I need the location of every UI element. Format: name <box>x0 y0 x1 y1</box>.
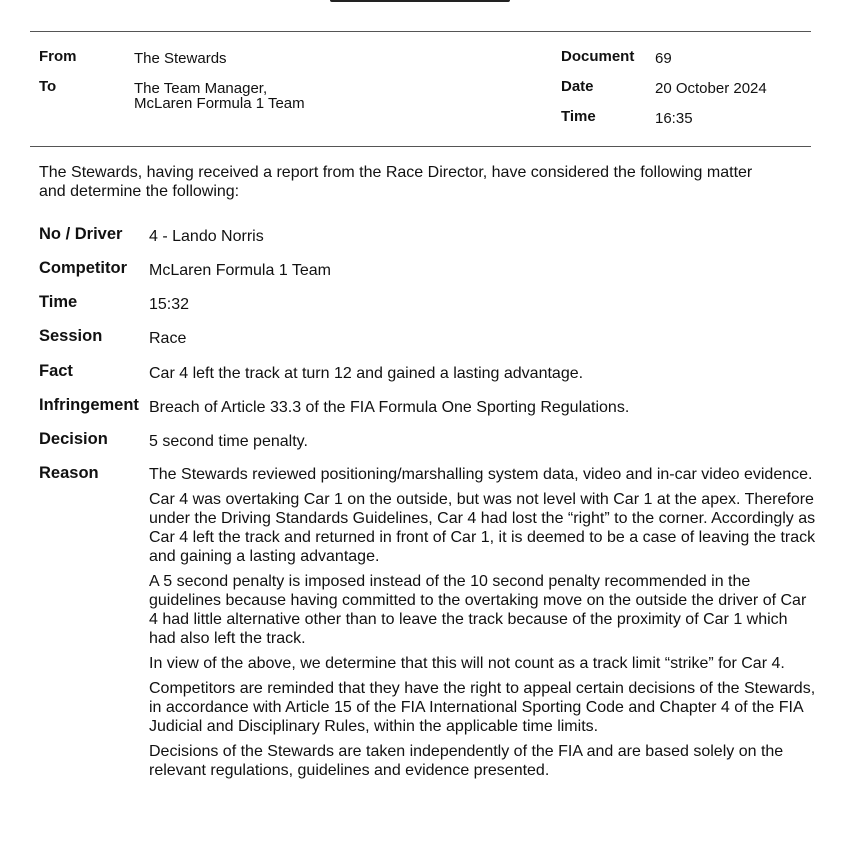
session-label: Session <box>39 327 103 345</box>
reason-paragraph: Car 4 was overtaking Car 1 on the outside, but was not level with Car 1 at the apex. Therefore under the Driving Standards Guidelines, Car 4 had lost the “right” to the corner. Accordingly as Car 4 left the track and returned in front of Car 1, it is deemed to be a case of leaving the track and gaining a lasting advantage. <box>149 491 816 565</box>
to-value-line1: The Team Manager, <box>134 80 268 97</box>
infringement-label: Infringement <box>39 396 139 414</box>
from-value: The Stewards <box>134 50 227 67</box>
from-label: From <box>39 48 77 65</box>
time-label: Time <box>561 108 596 125</box>
fact-label: Fact <box>39 362 73 380</box>
date-value: 20 October 2024 <box>655 80 767 97</box>
reason-paragraph: In view of the above, we determine that this will not count as a track limit “strike” for Car 4. <box>149 655 785 672</box>
incident-time-value: 15:32 <box>149 296 190 313</box>
document-label: Document <box>561 48 635 65</box>
infringement-value: Breach of Article 33.3 of the FIA Formula One Sporting Regulations. <box>149 399 630 416</box>
reason-paragraph: The Stewards reviewed positioning/marshalling system data, video and in-car video evidence. <box>149 466 813 483</box>
date-label: Date <box>561 78 594 95</box>
competitor-value: McLaren Formula 1 Team <box>149 262 331 279</box>
reason-body <box>149 465 817 786</box>
session-value: Race <box>149 330 187 347</box>
fact-value: Car 4 left the track at turn 12 and gained a lasting advantage. <box>149 365 584 382</box>
driver-value: 4 - Lando Norris <box>149 228 264 245</box>
incident-time-label: Time <box>39 293 78 311</box>
reason-paragraph: A 5 second penalty is imposed instead of the 10 second penalty recommended in the guidelines because having committed to the overtaking move on the outside the driver of Car 4 had little alternative other than to leave the track because of the proximity of Car 1 which had also left the track. <box>149 573 807 647</box>
header-bottom-rule <box>30 146 811 147</box>
reason-label: Reason <box>39 464 99 482</box>
to-value-line2: McLaren Formula 1 Team <box>134 95 305 112</box>
driver-label: No / Driver <box>39 225 123 243</box>
reason-paragraph: Competitors are reminded that they have the right to appeal certain decisions of the Stewards, in accordance with Article 15 of the FIA International Sporting Code and Chapter 4 of the FIA Judicial and Disciplinary Rules, within the applicable time limits. <box>149 680 816 735</box>
cropped-header-text <box>330 0 510 2</box>
competitor-label: Competitor <box>39 259 127 277</box>
decision-value: 5 second time penalty. <box>149 433 308 450</box>
to-label: To <box>39 78 57 95</box>
time-value: 16:35 <box>655 110 693 127</box>
intro-text: The Stewards, having received a report from the Race Director, have considered the following matter and determine the following: <box>39 164 753 200</box>
document-value: 69 <box>655 50 672 67</box>
reason-paragraph: Decisions of the Stewards are taken independently of the FIA and are based solely on the relevant regulations, guidelines and evidence presented. <box>149 743 784 779</box>
decision-label: Decision <box>39 430 108 448</box>
header-top-rule <box>30 31 811 32</box>
